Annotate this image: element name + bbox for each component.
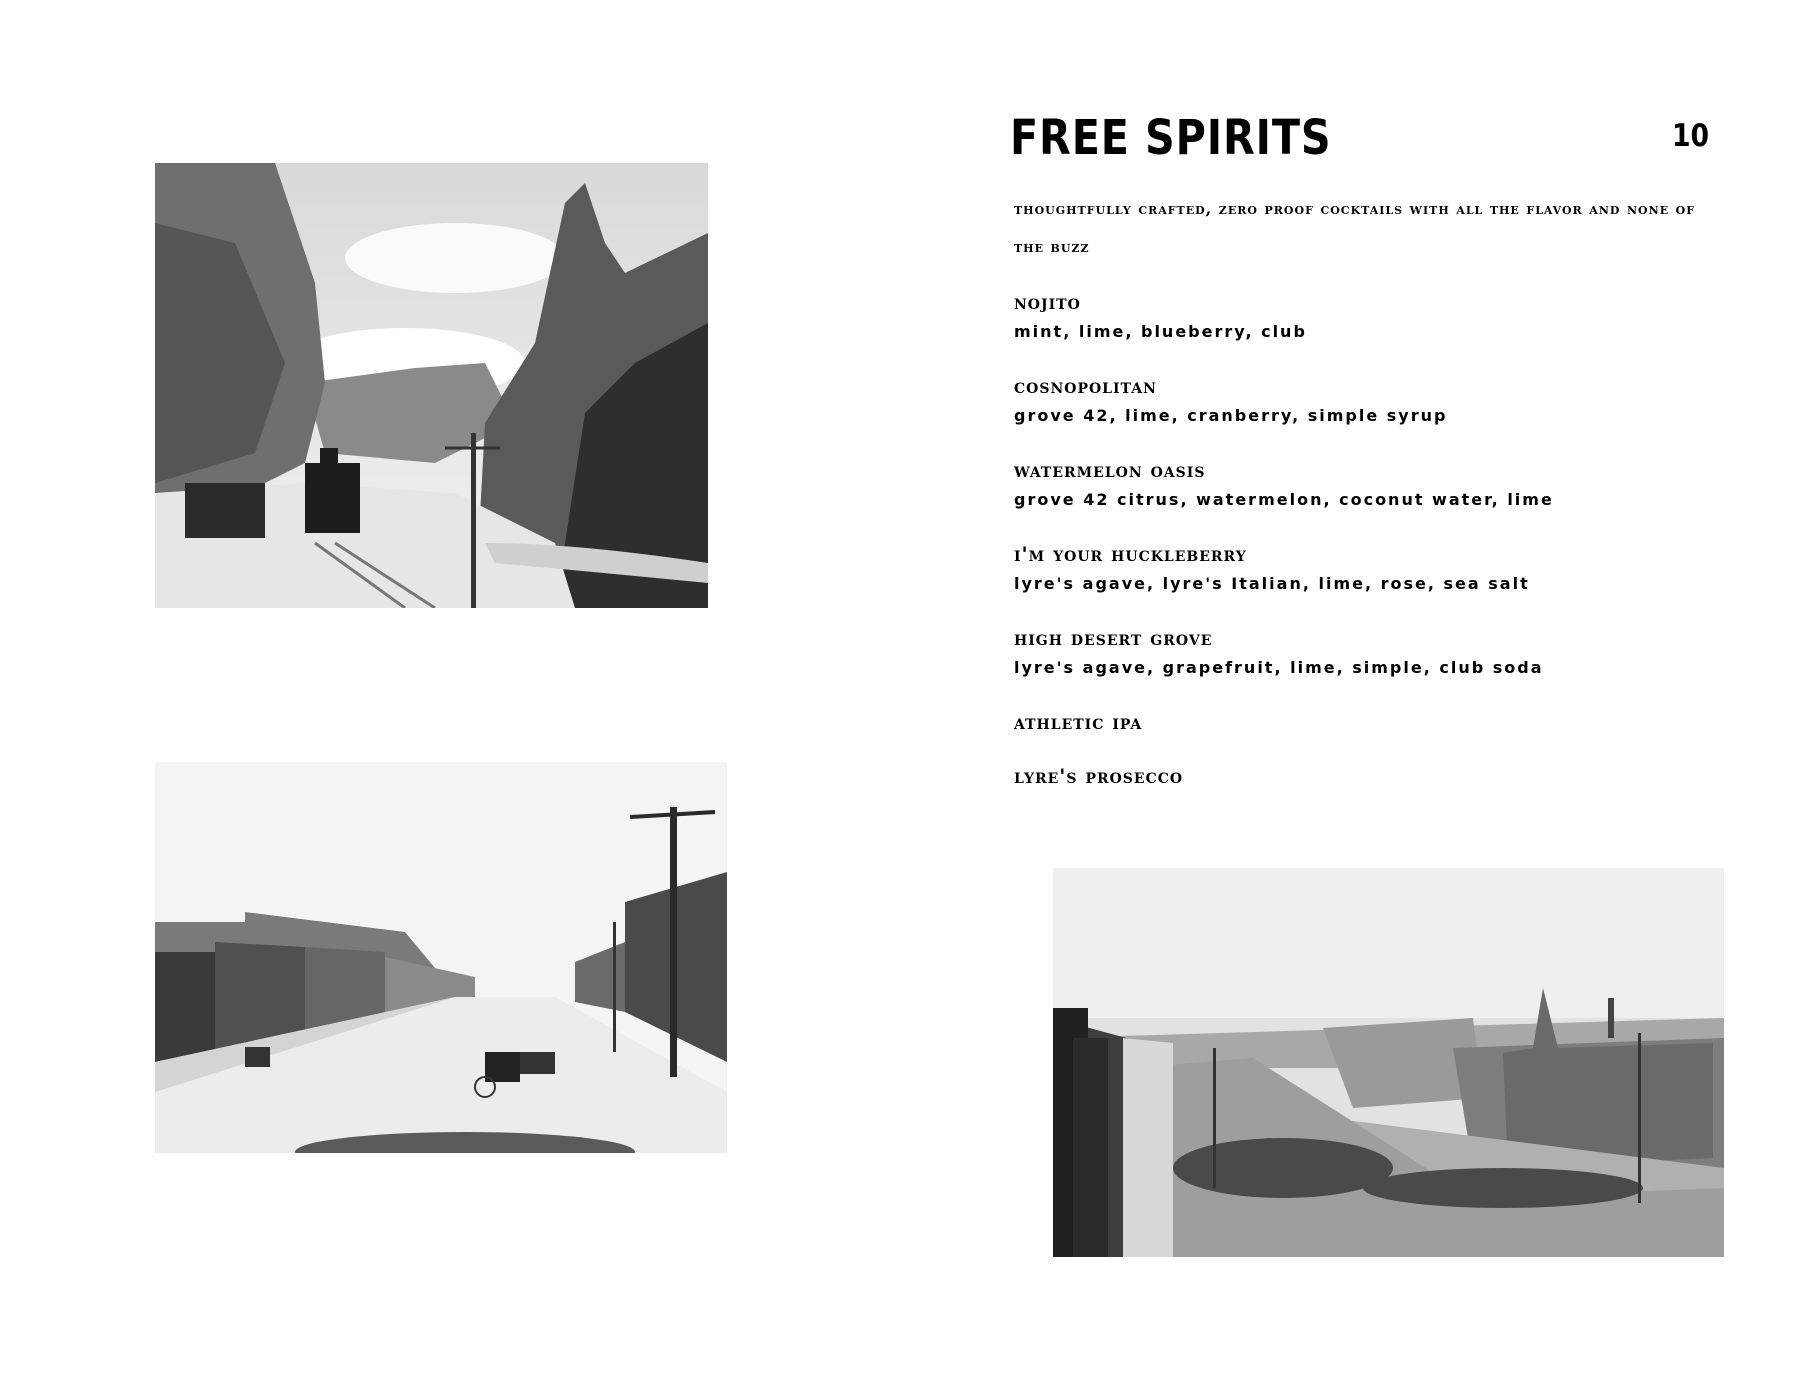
drink-ingredients: grove 42, lime, cranberry, simple syrup (1014, 406, 1448, 425)
menu-item (1014, 374, 1447, 425)
drink-ingredients: lyre's agave, lyre's Italian, lime, rose, sea salt (1014, 574, 1530, 593)
drink-name: high desert grove (1014, 626, 1213, 650)
main-street-photo (155, 762, 727, 1153)
menu-item (1014, 626, 1544, 677)
drink-name: lyre's prosecco (1014, 764, 1184, 788)
menu-section-title: FREE SPIRITS (1010, 110, 1332, 166)
canyon-train-photo (155, 163, 708, 608)
menu-item (1014, 764, 1183, 788)
drink-name: nojito (1014, 290, 1081, 314)
menu-item (1014, 458, 1554, 509)
menu-item (1014, 542, 1530, 593)
drink-name: cosnopolitan (1014, 374, 1157, 398)
drink-ingredients: lyre's agave, grapefruit, lime, simple, club soda (1014, 658, 1544, 677)
town-parade-photo (1053, 868, 1724, 1257)
drink-name: watermelon oasis (1014, 458, 1206, 482)
drink-ingredients: mint, lime, blueberry, club (1014, 322, 1307, 341)
menu-item (1014, 290, 1307, 341)
menu-item (1014, 710, 1142, 734)
section-price: 10 (1672, 118, 1710, 154)
drink-ingredients: grove 42 citrus, watermelon, coconut water, lime (1014, 490, 1554, 509)
drink-name: athletic ipa (1014, 710, 1143, 734)
drink-name: i'm your huckleberry (1014, 542, 1247, 566)
section-description: thoughtfully crafted, zero proof cocktails with all the flavor and none of the buzz (1014, 199, 1696, 256)
